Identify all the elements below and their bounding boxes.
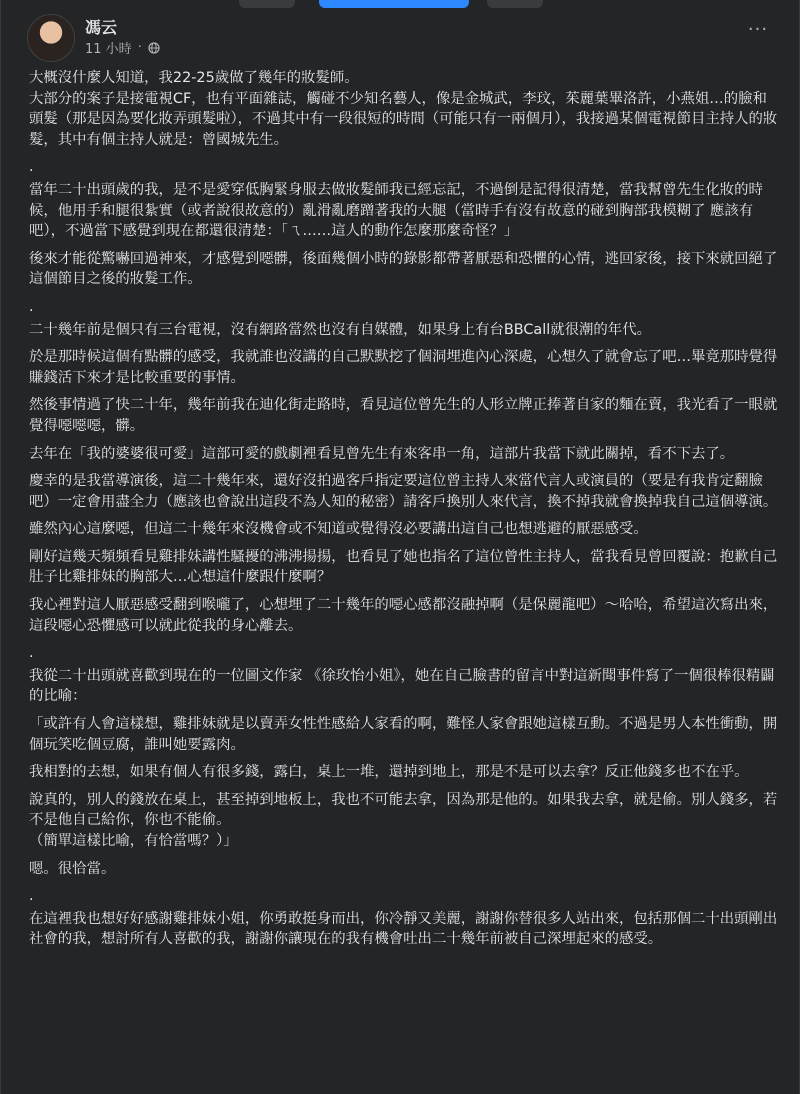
post-paragraph: 當年二十出頭歲的我，是不是愛穿低胸緊身服去做妝髮師我已經忘記，不過倒是記得很清楚，當我幫曾先生化妝的時候，他用手和腿很紮實（或者說很故意的）亂滑亂磨蹭著我的大腿（當時手有沒有故意的碰到胸部我模糊了 應該有吧），不過當下感覺到現在都還很清楚：「ㄟ……這人的動作怎麼那麼奇怪？」 [29,181,763,240]
post-body [29,68,779,957]
paragraph-separator: . [29,159,34,176]
post-paragraph: 嗯。很恰當。 [29,860,116,877]
post-meta [85,38,160,57]
post-paragraph: 慶幸的是我當導演後，這二十幾年來，還好沒拍過客戶指定要這位曾主持人來當代言人或演員的（要是有我肯定翻臉吧）一定會用盡全力（應該也會說出這段不為人知的秘密）請客戶換別人來代言，換不掉我就會換掉我自己這個導演。 [29,473,778,510]
post-paragraph: 我心裡對這人厭惡感受翻到喉嚨了，心想埋了二十幾年的噁心感都沒融掉啊（是保麗龍吧）～哈哈，希望這次寫出來，這段噁心恐懼感可以就此從我的身心離去。 [29,597,778,634]
avatar[interactable] [27,14,75,62]
post-paragraph: 去年在「我的婆婆很可愛」這部可愛的戲劇裡看見曾先生有來客串一角，這部片我當下就此關掉，看不下去了。 [29,445,735,462]
post-paragraph: 我相對的去想，如果有個人有很多錢，露白，桌上一堆，還掉到地上，那是不是可以去拿？反正他錢多也不在乎。 [29,764,749,781]
top-action-bar [1,0,800,10]
post-paragraph: 在這裡我也想好好感謝雞排妹小姐，你勇敢挺身而出，你冷靜又美麗，謝謝你替很多人站出來，包括那個二十出頭剛出社會的我，想討所有人喜歡的我，謝謝你讓現在的我有機會吐出二十幾年前被自己深埋起來的感受。 [29,910,778,948]
post-paragraph: 大概沒什麼人知道，我22-25歲做了幾年的妝髮師。 大部分的案子是接電視CF，也有平面雜誌，觸碰不少知名藝人，像是金城武，李玟，茱麗葉畢洛許，小燕姐…的臉和頭髮（那是因為要化妝弄頭髮啦），不過其中有一段很短的時間（可能只有一兩個月），我接過某個電視節目主持人的妝髮，其中有個主持人就是：曾國城先生。 [29,70,778,148]
meta-separator: · [137,40,142,55]
more-options-icon[interactable]: ··· [747,19,769,40]
post-paragraph: 然後事情過了快二十年，幾年前我在迪化街走路時，看見這位曾先生的人形立牌正捧著自家的麵在賣，我光看了一眼就覺得噁噁噁，髒。 [29,397,778,434]
paragraph-separator: . [29,298,34,315]
post-paragraph: 後來才能從驚嚇回過神來，才感覺到噁髒，後面幾個小時的錄影都帶著厭惡和恐懼的心情，逃回家後，接下來就回絕了這個節目之後的妝髮工作。 [29,250,778,288]
top-button-primary[interactable] [319,0,469,8]
post-paragraph: 說真的，別人的錢放在桌上，甚至掉到地板上，我也不可能去拿，因為那是他的。如果我去拿，就是偷。別人錢多，若不是他自己給你，你也不能偷。 （簡單這樣比喻，有恰當嗎？）」 [29,791,778,849]
globe-icon[interactable] [148,42,160,54]
post-paragraph: 我從二十出頭就喜歡到現在的一位圖文作家 《徐玫怡小姐》，她在自己臉書的留言中對這新聞事件寫了一個很棒很精闢的比喻： [29,667,775,705]
post-paragraph: 「或許有人會這樣想，雞排妹就是以賣弄女性性感給人家看的啊，難怪人家會跟她這樣互動。不過是男人本性衝動，開個玩笑吃個豆腐，誰叫她要露肉。 [29,716,778,753]
post-paragraph: 剛好這幾天頻頻看見雞排妹講性騷擾的沸沸揚揚，也看見了她也指名了這位曾性主持人，當我看見曾回覆說：抱歉自己肚子比雞排妹的胸部大…心想這什麼跟什麼啊？ [29,548,778,586]
author-name[interactable]: 馮云 [85,18,118,37]
top-button-left[interactable] [239,0,295,8]
top-button-right[interactable] [487,0,543,8]
post-time[interactable]: 11 小時 [85,42,132,57]
post-paragraph: 於是那時候這個有點髒的感受，我就誰也沒講的自己默默挖了個洞埋進內心深處，心想久了就會忘了吧…畢竟那時覺得賺錢活下來才是比較重要的事情。 [29,349,778,386]
post-paragraph: 二十幾年前是個只有三台電視，沒有網路當然也沒有自媒體，如果身上有台BBCall就很潮的年代。 [29,321,651,338]
paragraph-separator: . [29,645,34,662]
paragraph-separator: . [29,888,34,905]
post-paragraph: 雖然內心這麼噁，但這二十幾年來沒機會或不知道或覺得沒必要講出這自己也想逃避的厭惡感受。 [29,521,648,538]
